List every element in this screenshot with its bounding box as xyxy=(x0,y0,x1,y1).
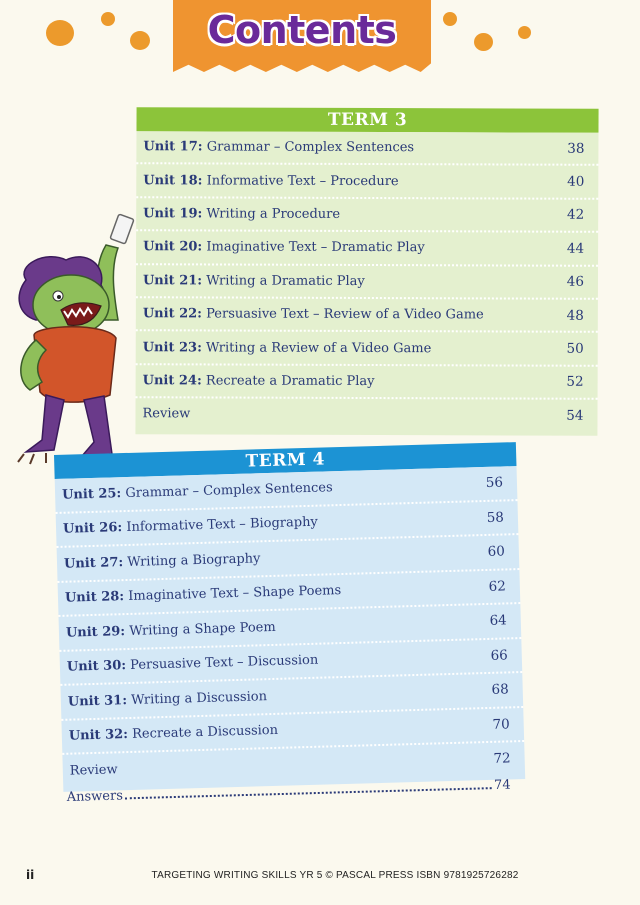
unit-title: Informative Text – Biography xyxy=(126,514,319,536)
unit-number: Unit 18: xyxy=(143,172,203,189)
decorative-dot xyxy=(130,31,150,50)
unit-title: Review xyxy=(69,762,118,779)
unit-number: Unit 32: xyxy=(68,727,129,744)
answers-label: Answers xyxy=(66,788,124,805)
entry-title xyxy=(64,551,261,571)
decorative-dot xyxy=(474,33,493,51)
unit-title: Recreate a Discussion xyxy=(131,723,279,743)
entry-title xyxy=(68,689,267,710)
unit-title: Writing a Discussion xyxy=(130,688,268,708)
term-4-heading: TERM 4 xyxy=(54,442,516,479)
unit-title: Imaginative Text – Shape Poems xyxy=(128,583,342,605)
contents-row[interactable] xyxy=(136,198,598,233)
unit-title: Writing a Review of a Video Game xyxy=(206,339,432,356)
term-3-heading: TERM 3 xyxy=(136,107,598,133)
unit-title: Grammar – Complex Sentences xyxy=(206,139,415,156)
contents-row[interactable] xyxy=(136,165,598,200)
entry-title xyxy=(142,407,190,422)
unit-title: Writing a Procedure xyxy=(206,206,341,222)
page-title: Contents xyxy=(207,8,397,52)
unit-number: Unit 24: xyxy=(142,373,202,389)
entry-title xyxy=(70,762,118,778)
entry-title xyxy=(143,306,484,322)
unit-title: Writing a Dramatic Play xyxy=(206,273,365,289)
entry-title xyxy=(67,653,319,675)
entry-title xyxy=(143,139,414,155)
unit-title: Imaginative Text – Dramatic Play xyxy=(206,239,425,256)
unit-number: Unit 23: xyxy=(142,339,202,355)
answers-page: 74 xyxy=(493,777,511,794)
unit-number: Unit 29: xyxy=(65,623,126,641)
page-number-entry: 62 xyxy=(488,578,507,595)
entry-title xyxy=(143,206,340,222)
unit-number: Unit 27: xyxy=(63,554,124,572)
decorative-dot xyxy=(443,12,457,26)
term-3-section xyxy=(135,107,598,435)
footer-text: TARGETING WRITING SKILLS YR 5 © PASCAL PRESS ISBN 9781925726282 xyxy=(151,870,519,881)
page-number-entry: 54 xyxy=(566,407,584,424)
page-number-entry: 58 xyxy=(486,509,505,526)
page-number-entry: 52 xyxy=(566,374,584,391)
entry-title xyxy=(143,273,365,289)
page-number-entry: 48 xyxy=(566,307,584,324)
page-number-entry: 44 xyxy=(566,240,585,257)
unit-number: Unit 21: xyxy=(142,272,203,289)
term-4-section xyxy=(54,442,525,794)
page-number-entry: 64 xyxy=(489,612,508,630)
entry-title xyxy=(66,620,276,641)
term-3-list xyxy=(135,131,598,435)
entry-title xyxy=(62,480,333,503)
unit-number: Unit 31: xyxy=(67,692,128,710)
page-number-entry: 42 xyxy=(566,207,585,224)
page-number-entry: 72 xyxy=(493,750,511,768)
unit-number: Unit 30: xyxy=(66,658,127,675)
page-number-entry: 50 xyxy=(566,340,584,357)
entry-title xyxy=(63,515,318,537)
contents-row[interactable] xyxy=(136,298,598,333)
decorative-dot xyxy=(101,12,115,26)
entry-title xyxy=(143,373,375,389)
unit-number: Unit 17: xyxy=(143,139,203,155)
decorative-dot xyxy=(518,26,531,39)
entry-title xyxy=(143,240,425,256)
unit-number: Unit 19: xyxy=(143,206,203,222)
unit-title: Informative Text – Procedure xyxy=(206,173,399,189)
page-number-entry: 68 xyxy=(491,681,509,699)
unit-title: Grammar – Complex Sentences xyxy=(125,479,333,501)
entry-title xyxy=(69,723,279,744)
page-number-entry: 38 xyxy=(567,140,585,157)
page-number-entry: 70 xyxy=(492,716,510,733)
unit-number: Unit 26: xyxy=(62,520,123,538)
unit-title: Review xyxy=(142,406,191,422)
unit-title: Writing a Shape Poem xyxy=(129,619,276,639)
contents-row[interactable] xyxy=(136,265,598,300)
contents-row[interactable] xyxy=(135,398,597,431)
page-number-entry: 60 xyxy=(487,543,506,561)
contents-row[interactable] xyxy=(136,131,598,166)
contents-row[interactable] xyxy=(136,332,598,367)
unit-number: Unit 22: xyxy=(142,306,203,322)
entry-title xyxy=(143,340,432,356)
unit-title: Writing a Biography xyxy=(127,551,261,570)
entry-title xyxy=(143,173,398,189)
unit-number: Unit 25: xyxy=(61,485,122,503)
page-number: ii xyxy=(26,868,35,882)
page-number-entry: 46 xyxy=(566,273,584,291)
page-number-entry: 56 xyxy=(485,474,504,492)
entry-title xyxy=(65,583,342,606)
green-monster-with-phone-illustration xyxy=(6,210,156,470)
contents-row[interactable] xyxy=(136,231,598,266)
term-4-list xyxy=(55,466,526,794)
page-number-entry: 40 xyxy=(567,173,585,190)
unit-title: Persuasive Text – Discussion xyxy=(130,652,319,674)
unit-title: Recreate a Dramatic Play xyxy=(205,373,375,389)
unit-number: Unit 28: xyxy=(64,589,125,606)
unit-number: Unit 20: xyxy=(143,239,203,255)
unit-title: Persuasive Text – Review of a Video Game xyxy=(206,306,484,323)
contents-row[interactable] xyxy=(136,365,598,400)
decorative-dot xyxy=(46,20,74,46)
page-number-entry: 66 xyxy=(490,647,508,664)
